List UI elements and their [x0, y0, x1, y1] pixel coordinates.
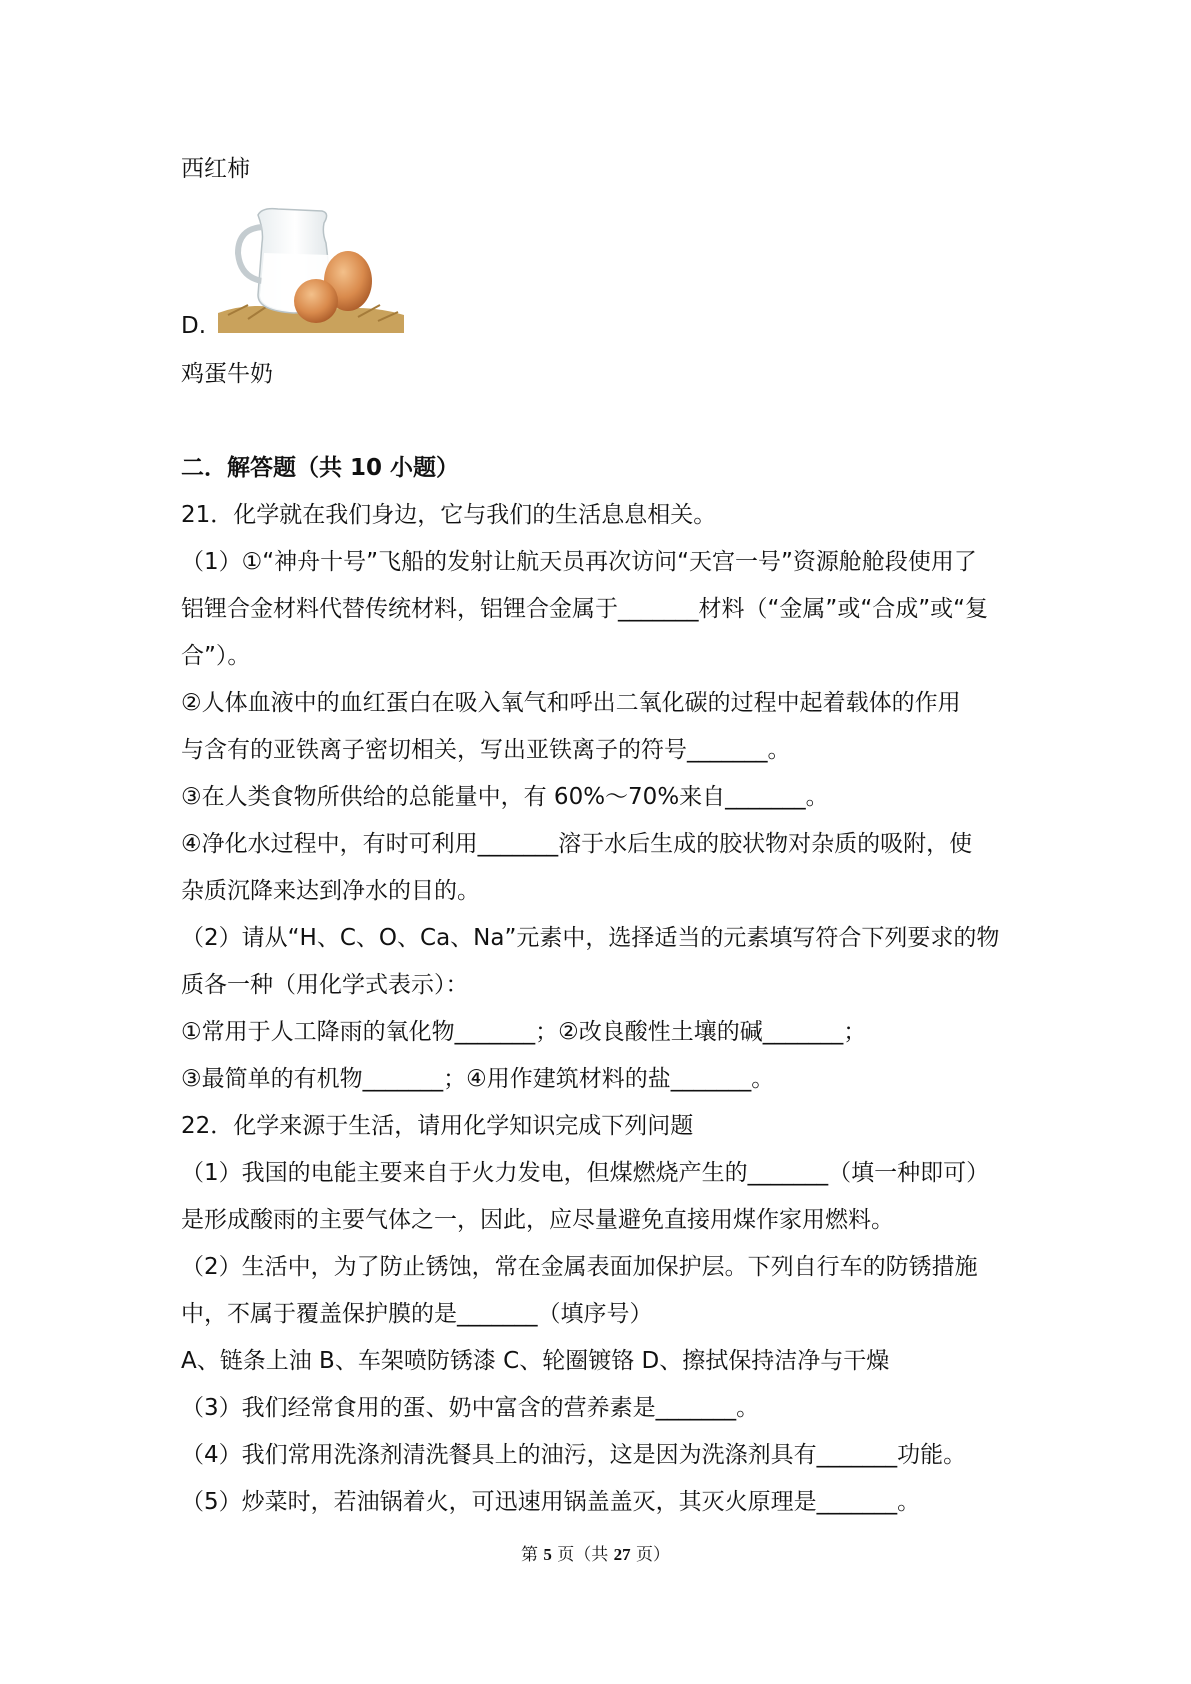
option-d-letter: D.: [181, 313, 207, 339]
milk-eggs-image: [218, 203, 404, 333]
question-22-line: （5）炒菜时，若油锅着火，可迅速用锅盖盖灭，其灭火原理是_______。: [181, 1489, 921, 1515]
question-21-line: ③在人类食物所供给的总能量中，有 60%～70%来自_______。: [181, 784, 829, 810]
footer-suffix: 页）: [630, 1545, 671, 1565]
question-21-stem: 21．化学就在我们身边，它与我们的生活息息相关。: [181, 502, 717, 528]
option-c-caption: 西红柿: [181, 156, 250, 182]
question-22-line: （2）生活中，为了防止锈蚀，常在金属表面加保护层。下列自行车的防锈措施: [181, 1254, 978, 1280]
question-22-line: （1）我国的电能主要来自于火力发电，但煤燃烧产生的_______（填一种即可）: [181, 1160, 990, 1186]
footer-page-number: 5: [543, 1545, 552, 1564]
question-22-line: 中，不属于覆盖保护膜的是_______（填序号）: [181, 1301, 653, 1327]
question-22-stem: 22．化学来源于生活，请用化学知识完成下列问题: [181, 1113, 694, 1139]
question-21-line: （1）①“神舟十号”飞船的发射让航天员再次访问“天宫一号”资源舱舱段使用了: [181, 549, 977, 575]
question-22-line: 是形成酸雨的主要气体之一，因此，应尽量避免直接用煤作家用燃料。: [181, 1207, 894, 1233]
question-21-line: ①常用于人工降雨的氧化物_______；②改良酸性土壤的碱_______；: [181, 1019, 867, 1045]
question-22-line: （3）我们经常食用的蛋、奶中富含的营养素是_______。: [181, 1395, 760, 1421]
question-21-line: 质各一种（用化学式表示）：: [181, 972, 469, 998]
section-heading: 二．解答题（共 10 小题）: [181, 455, 460, 481]
question-21-line: ③最简单的有机物_______；④用作建筑材料的盐_______。: [181, 1066, 775, 1092]
question-22-line: （4）我们常用洗涤剂清洗餐具上的油污，这是因为洗涤剂具有_______功能。: [181, 1442, 967, 1468]
question-21-line: 与含有的亚铁离子密切相关，写出亚铁离子的符号_______。: [181, 737, 791, 763]
footer-prefix: 第: [520, 1545, 544, 1565]
question-21-line: （2）请从“H、C、O、Ca、Na”元素中，选择适当的元素填写符合下列要求的物: [181, 925, 1000, 951]
question-21-line: 合”）。: [181, 643, 251, 669]
question-21-line: 杂质沉降来达到净水的目的。: [181, 878, 480, 904]
footer-total-pages: 27: [613, 1545, 631, 1564]
question-21-line: ④净化水过程中，有时可利用_______溶于水后生成的胶状物对杂质的吸附，使: [181, 831, 973, 857]
question-22-line: A、链条上油 B、车架喷防锈漆 C、轮圈镀铬 D、擦拭保持洁净与干燥: [181, 1348, 890, 1374]
page-footer: [0, 1540, 1191, 1565]
footer-middle: 页（共: [551, 1545, 614, 1565]
option-d-caption: 鸡蛋牛奶: [181, 361, 273, 387]
question-21-line: ②人体血液中的血红蛋白在吸入氧气和呼出二氧化碳的过程中起着载体的作用: [181, 690, 961, 716]
question-21-line: 铝锂合金材料代替传统材料，铝锂合金属于_______材料（“金属”或“合成”或“复: [181, 596, 989, 622]
